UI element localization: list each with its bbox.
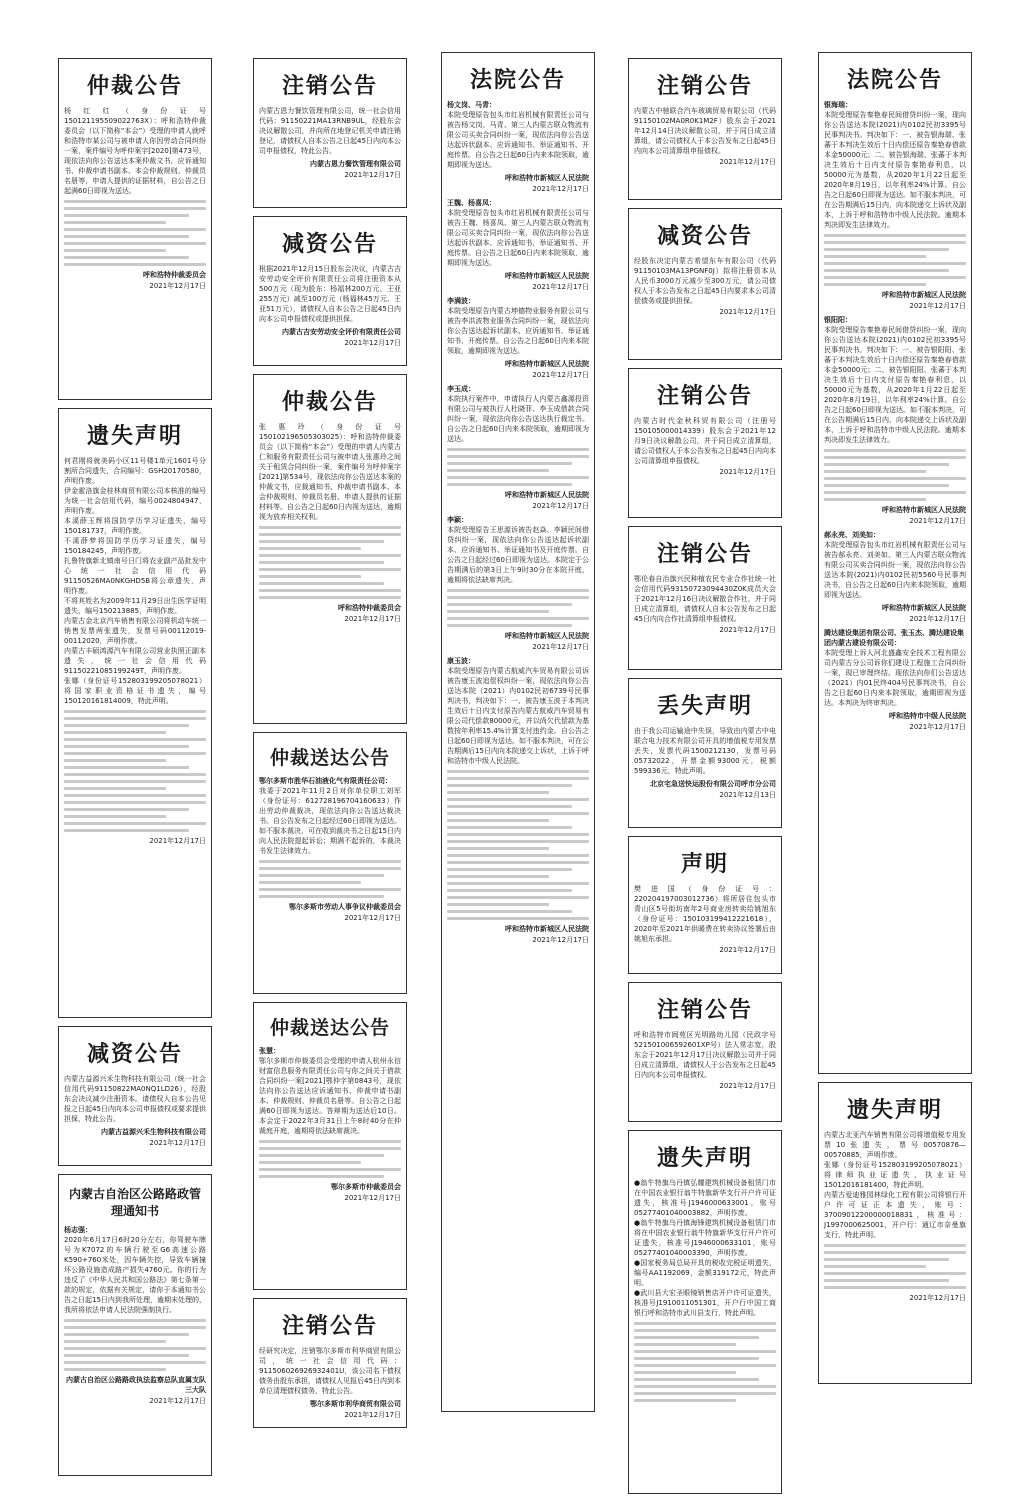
notice-signer: 鄂尔多斯市仲裁委员会: [331, 1183, 401, 1191]
notice-date: 2021年12月17日: [719, 308, 776, 316]
capital-reduction-notice: [253, 216, 407, 366]
capital-reduction-notice: [58, 1026, 212, 1166]
notice-title: 遗失声明: [656, 1146, 753, 1171]
cancellation-notice: [628, 526, 782, 670]
notice-body: 本院受理原告包头市红岩机械有限责任公司与被告王魏、杨喜凤、第三人内蒙古联众物流有限公司买卖合同纠纷一案，现依法向你公告送达起诉状副本、应诉通知书、举证通知书、开庭传票。自公告之日起60日内来本院领取，逾期即视为送达。: [447, 209, 589, 267]
notice-title: 注销公告: [656, 384, 753, 409]
cancellation-notice: [628, 368, 782, 518]
cancellation-notice: [628, 982, 782, 1122]
notice-signer: 呼和浩特市新城区人民法院: [505, 272, 589, 280]
notice-body: 本院受理原告秦艳春民间借贷纠纷一案，现向你公告送达本院(2021)内0102民初3395号民事判决书。判决如下：一、被告银海瑞、张蕃于本判决生效后十日内偿还原告秦艳春借款本金50000元；二、被告银海瑞、张蕃于本判决生效后十日内支付原告秦艳春利息，以50000元为基数，从2020年1月22日起至2020年8月19日，以年利率24%计算。自公告之日起60日即视为送达。如不服本判决，可在公告期满后15日内，向本院递交上诉状及副本，上诉于呼和浩特市中级人民法院。逾期本判决即发生法律效力。: [824, 111, 966, 229]
capital-reduction-notice: [628, 208, 782, 360]
notice-body: 鄂伦春自治旗兴民种植农民专业合作社统一社会信用代码93150723094430Z0K成员大会于2021年12月16日决议解散合作社，并于同日成立清算组，请债权人自本公告发布之日起45日内向合作社清算组申报债权。: [634, 575, 776, 623]
notice-signer: 内蒙古吉安劳动安全评价有限责任公司: [282, 328, 401, 336]
notice-signer: 内蒙古益源兴禾生物科技有限公司: [101, 1128, 206, 1136]
statement-line: 内蒙古金北京汽车销售有限公司将机动车统一销售发票两张遗失，发票号码00112019-00112020，声明作废。: [64, 617, 206, 645]
notice-title: 减资公告: [656, 224, 753, 249]
notice-title: 仲裁送达公告: [269, 1017, 390, 1039]
court-notice: [441, 52, 595, 1412]
notice-date: 2021年12月17日: [149, 1397, 206, 1405]
notice-signer: 北京宅急送快运股份有限公司呼市分公司: [650, 780, 776, 788]
arbitration-notice: [253, 374, 407, 724]
arbitration-notice: [58, 58, 212, 400]
court-notice: [818, 52, 972, 1074]
column-3: [441, 52, 595, 1420]
notice-signer: 呼和浩特仲裁委员会: [143, 271, 206, 279]
notice-title: 遗失声明: [86, 424, 183, 449]
lost-statement: [628, 1130, 782, 1494]
statement-line: 何君刚将就美码小区11号楼1单元1601号分割所合同遗失，合同编号：GSH20170580，声明作废。: [64, 457, 206, 485]
notice-addressee: 李颖：: [447, 516, 468, 524]
column-4: [628, 58, 782, 1502]
notice-signer: 内蒙古自治区公路路政执法监察总队直属支队三大队: [66, 1376, 206, 1394]
notice-signer: 呼和浩特市新城区人民法院: [882, 604, 966, 612]
notice-date: 2021年12月17日: [909, 723, 966, 731]
cancellation-notice: [253, 58, 407, 208]
arbitration-service-notice: [253, 732, 407, 994]
statement: [628, 836, 782, 974]
notice-date: 2021年12月17日: [149, 282, 206, 290]
notice-date: 2021年12月17日: [532, 283, 589, 291]
notice-date: 2021年12月17日: [909, 1294, 966, 1302]
statement-line: ●翁牛特旗乌丹镇弘耀建筑机械设备租赁门市在中国农业银行翁牛特旗新华支行开户许可证遗失，核准号J1946000633001，账号05277401040003882，声明作废。: [634, 1179, 776, 1217]
notice-date: 2021年12月17日: [149, 1139, 206, 1147]
notice-body: 张惠玲（身份证号150102196505303025）：呼和浩特仲裁委员会（以下简称“本会”）受理的申请人内蒙古仁和服务有限责任公司与被申请人张惠玲之间关于租赁合同纠纷一案，案件编号为呼仲案字[2021]第534号，现依法向你公告送达本案的仲裁文书，应裁通知书、仲裁申请书副本、本会仲裁规则、仲裁员名册、申请人提供的证据材料等。自公告之日起60日内视为送达，逾期视为放弃相关权利。: [259, 423, 401, 521]
statement-line: 张娜（身份证号152803199205078021）将律师执业证遗失，执业证号15012016181400，特此声明。: [824, 1161, 966, 1189]
notice-signer: 鄂尔多斯市劳动人事争议仲裁委员会: [289, 903, 401, 911]
notice-body: 本院受理原告内蒙古航威汽车贸易有限公司诉被告康玉波追偿权纠纷一案，现依法向你公告送达本院（2021）内0102民初6739号民事判决书，判决如下：一、被告康玉波于本判决生效后十日内支付原告内蒙古航威汽车贸易有限公司代偿款80000元，并以尚欠代偿款为基数按年利率15.4%计算支付违约金。自公告之日起60日即视为送达。如不服本判决，可在公告期满后15日内向本院递交上诉状，上诉于呼和浩特市中级人民法院。: [447, 667, 589, 765]
notice-signer: 呼和浩特市中级人民法院: [889, 712, 966, 720]
notice-title: 注销公告: [656, 74, 753, 99]
notice-addressee: 郝永亮、刘美如：: [824, 531, 880, 539]
notice-addressee: 鄂尔多斯市胜华石油液化气有限责任公司：: [259, 777, 392, 785]
notice-date: 2021年12月17日: [532, 185, 589, 193]
statement-line: ●武川县大宏圣眼镜销售店开户许可证遗失，核准号J1910011051301，开户行中国工商银行呼和浩特市武川县支行，特此声明。: [634, 1289, 776, 1317]
notice-body: 内蒙古恩力餐饮管理有限公司，统一社会信用代码：91150221MA13RNB9UL，经股东会决议解散公司，并向所在地登记机关申请注销登记，请债权人自本公告之日起45日内向本公司申报债权，特此公告。: [259, 107, 401, 155]
notice-signer: 呼和浩特市新城区人民法院: [882, 291, 966, 299]
notice-date: 2021年12月17日: [532, 502, 589, 510]
notice-date: 2021年12月17日: [532, 371, 589, 379]
notice-date: 2021年12月17日: [344, 339, 401, 347]
notice-date: 2021年12月17日: [344, 1194, 401, 1202]
notice-signer: 呼和浩特市新城区人民法院: [882, 506, 966, 514]
notice-title: 仲裁送达公告: [269, 747, 390, 769]
statement-line: 不将其姓名为2009年11月29日出生医学证明遗失，编号150213885，声明作废。: [64, 597, 206, 615]
notice-title: 仲裁公告: [86, 74, 183, 99]
notice-body: 根据2021年12月15日股东会决议，内蒙古吉安劳动安全评价有限责任公司将注册资本从500万元（现为股东：杨福林200万元、王亚255万元）减至100万元（杨福林45万元、王亚51万元），请债权人自本公告之日起45日内向本公司申报债权或提供担保。: [259, 265, 401, 323]
column-2: [253, 58, 407, 1436]
column-1: [58, 58, 212, 1484]
notice-body: 本院受理上诉人河北盛鑫安全技术工程有限公司内蒙古分公司诉你们建设工程施工合同纠纷一案，现已审理终结。现依法向你们公告送达（2021）内01民终404号民事判决书，自公告之日起60日内来本院领取，逾期即视为送达。本判决为终审判决。: [824, 649, 966, 707]
notice-title: 法院公告: [846, 68, 943, 93]
notice-signer: 呼和浩特仲裁委员会: [338, 604, 401, 612]
notice-body: 2020年6月17日6时20分左右，你驾驶车牌号为K7072的车辆行驶至G6高速公路K590+760米处，因车辆失控，导致车辆撞坏公路设施造成路产损失4760元。你的行为违反了《中华人民共和国公路法》第七条第一款的规定，依据有关规定，请你于本通知书公告之日起15日内到我所处理，逾期未处理的，我所将依法申请人民法院强制执行。: [64, 1236, 206, 1314]
notice-date: 2021年12月17日: [344, 171, 401, 179]
notice-date: 2021年12月17日: [909, 517, 966, 525]
notice-date: 2021年12月17日: [719, 946, 776, 954]
notice-title: 注销公告: [281, 74, 378, 99]
lost-statement: [58, 408, 212, 1018]
notice-signer: 呼和浩特市新城区人民法院: [505, 632, 589, 640]
notice-body: 内蒙古中驰联合汽车玻璃贸易有限公司（代码91150102MA0R0K1M2F）股东会于2021年12月14日决议解散公司，并于同日成立清算组，请公司债权人于本公告发布之日起45日内向本公司清算组申报债权。: [634, 107, 776, 155]
arbitration-service-notice: [253, 1002, 407, 1290]
notice-body: 本院受理原告包头市红岩机械有限责任公司与被告郝永亮、刘美如、第三人内蒙古联众物流有限公司买卖合同纠纷一案，现依法向你公告送达本院(2021)内0102民初5560号民事判决书，自公告之日起60日内来本院领取，逾期即视为送达。: [824, 541, 966, 599]
notice-body: 经研究决定，注销鄂尔多斯市利华商贸有限公司，统一社会信用代码：911506026926932401U，该公司名下债权债务由股东承担，请债权人见报后45日内到本单位清理债权债务，特此公告。: [259, 1347, 401, 1395]
notice-date: 2021年12月17日: [719, 158, 776, 166]
notice-title: 减资公告: [281, 232, 378, 257]
notice-title: 声明: [680, 852, 729, 877]
notice-signer: 内蒙古恩力餐饮管理有限公司: [310, 160, 401, 168]
notice-body: 本院受理原告秦艳春民间借贷纠纷一案，现向你公告送达本院(2021)内0102民初3395号民事判决书。判决如下：一、被告银阳阳、张蕃于本判决生效后十日内偿还原告秦艳春借款本金50000元；二、被告银阳阳、张蕃于本判决生效后十日内支付原告秦艳春利息，以50000元为基数，从2020年1月22日起至2020年8月19日，以年利率24%计算。自公告之日起60日即视为送达。如不服本判决，可在公告期满后15日内，向本院递交上诉状及副本，上诉于呼和浩特市中级人民法院。逾期本判决即发生法律效力。: [824, 326, 966, 444]
notice-title: 法院公告: [469, 68, 566, 93]
cancellation-notice: [628, 58, 782, 200]
notice-signer: 呼和浩特市新城区人民法院: [505, 174, 589, 182]
notice-body: 经股东决定内蒙古希望东车有限公司（代码91150103MA13PGNF0J）拟将注册资本从人民币3000万元减少至300万元，请公司债权人于本公告发布之日起45日内要求本公司清偿债务或提供担保。: [634, 257, 776, 305]
notice-body: 樊进国（身份证号：220204197003012736）将所居住包头市青山区5号街坊南年2号商业房转卖给姚旭东（身份证号：150103199412221618），2020年至2021年供暖费在转卖协议签署后由姚旭东承担。: [634, 885, 776, 943]
road-notice: [58, 1174, 212, 1476]
notice-body: 呼和浩特市阆苑区光明路幼儿园（民政字号521501006592601XP号）法人常志宽，股东会于2021年12月17日决议解散公司并于同日成立清算组，请债权人于公告发布之日起45日内向本公司申报债权。: [634, 1031, 776, 1079]
statement-line: ●翁牛特旗乌丹镇海锋建筑机械设备租赁门市将在中国农业银行翁牛特旗新华支行开户许可证遗失，核准号J1946000633101，账号05277401040003390，声明作废。: [634, 1219, 776, 1257]
notice-addressee: 张慧：: [259, 1047, 280, 1055]
notice-title: 仲裁公告: [281, 390, 378, 415]
notice-title: 减资公告: [86, 1042, 183, 1067]
notice-date: 2021年12月17日: [532, 643, 589, 651]
notice-body: 本院受理原告内蒙古坤德物业服务有限公司与被告李洪波物业服务合同纠纷一案，现依法向你公告送达起诉状副本、应诉通知书、举证通知书、开庭传票。自公告之日起60日内来本院领取，逾期即视为送达。: [447, 307, 589, 355]
loss-statement: [628, 678, 782, 828]
notice-title: 遗失声明: [846, 1098, 943, 1123]
statement-line: 内蒙古丰硕鸿源汽车有限公司营业执照正副本遗失，统一社会信用代码91150221085199249T，声明作废。: [64, 647, 206, 675]
notice-signer: 呼和浩特市新城区人民法院: [505, 491, 589, 499]
notice-body: 本院受理原告包头市红岩机械有限责任公司与被告杨文岗、马青、第三人内蒙古联众物流有限公司买卖合同纠纷一案，现依法向你公告送达起诉状副本、应诉通知书、举证通知书、开庭传票。自公告之日起60日内来本院领取，逾期即视为送达。: [447, 111, 589, 169]
notice-date: 2021年12月17日: [344, 1411, 401, 1419]
notice-date: 2021年12月17日: [909, 302, 966, 310]
notice-body: 由于我公司运输途中失误，导致由内蒙古中电联合电力技术有限公司开具的增值税专用发票丢失，发票代码1500212130，发票号码05732022，开票金额93000元，税额599336元，特此声明。: [634, 727, 776, 775]
notice-body: 本院受理原告王思源诉被告赵焱、李颖民间借贷纠纷一案，现依法向你公告送达起诉状副本、应诉通知书、举证通知书及开庭传票。自公告之日起经过60日即视为送达。本院定于公告期满后的第3日上午9时30分在本院开庭，逾期将依法缺席判决。: [447, 526, 589, 584]
notice-body: 本院执行案件中，申请执行人内蒙古鑫源投资有限公司与被执行人杜晓菲、李玉成借款合同纠纷一案，现依法向你公告送达执行裁定书。自公告之日起60日内来本院领取，逾期即视为送达。: [447, 395, 589, 443]
notice-date: 2021年12月17日: [719, 1082, 776, 1090]
notice-body: 我委于2021年11月2日对你单位职工刘军（身份证号：612728196704160633）作出劳动仲裁裁决，现依法向你公告送达裁决书。自公告发布之日起经过60日即视为送达。如不服本裁决，可在收到裁决书之日起15日内向人民法院提起诉讼；期满不起诉的，本裁决书发生法律效力。: [259, 787, 401, 855]
statement-line: 不溪薛梦将国防学历学习证遗失，编号150184245，声明作废。: [64, 537, 206, 555]
notice-body: 内蒙古时代金秋科贸有限公司（注册号150105000014339）股东会于2021年12月9日决议解散公司，并于同日成立清算组，请公司债权人于本公告发布之日起45日内向本公司清算组申报债权。: [634, 417, 776, 465]
statement-line: 扎鲁特旗新北镇南号日门将农业副产品批发中心统一社会信用代码91150526MA0NKGHD5B将公章遗失，声明作废。: [64, 557, 206, 595]
notice-addressee: 王魏、杨喜凤：: [447, 199, 496, 207]
notice-addressee: 康玉波：: [447, 657, 475, 665]
statement-line: ●国家税务局总局开具的税收完税证明遗失，编号AA1192069，金额319172元，特此声明。: [634, 1259, 776, 1287]
notice-date: 2021年12月17日: [719, 626, 776, 634]
notice-date: 2021年12月17日: [149, 837, 206, 845]
notice-body: 杨红红（身份证号150121195509022763X）：呼和浩特仲裁委员会（以下简称“本会”）受理的申请人就呼和浩特市某公司与被申请人你因劳动合同纠纷一案，案件编号为呼仲案字[2020]第473号，现依法向你公告送达本案仲裁文书，应诉通知书、仲裁申请书副本、本会仲裁规则、仲裁员名册等，申请人提供的证据材料，自公告之日起满60日即视为送达。: [64, 107, 206, 195]
notice-date: 2021年12月17日: [909, 615, 966, 623]
notice-title: 注销公告: [281, 1314, 378, 1339]
notice-date: 2021年12月17日: [532, 936, 589, 944]
notice-addressee: 腾达建设集团有限公司、张玉杰、腾达建设集团内蒙古建设有限公司：: [824, 629, 964, 647]
notice-addressee: 银阳阳：: [824, 316, 852, 324]
notice-title: 注销公告: [656, 542, 753, 567]
notice-addressee: 李满波：: [447, 297, 475, 305]
notice-addressee: 银海瑞：: [824, 101, 852, 109]
notice-addressee: 杨文岗、马青：: [447, 101, 496, 109]
notice-signer: 呼和浩特市新城区人民法院: [505, 360, 589, 368]
notice-date: 2021年12月17日: [344, 914, 401, 922]
statement-line: 内蒙古北亚汽车销售有限公司将增值税专用发票10张遗失，票号00570876—00570885，声明作废。: [824, 1131, 966, 1159]
notice-body: 内蒙古益源兴禾生物科技有限公司（统一社会信用代码91150822MA0NQ1LD26），经股东会决议减少注册资本。请债权人自本公告见报之日起45日内向本公司申报债权或要求提供担保，特此公告。: [64, 1075, 206, 1123]
notice-body: 鄂尔多斯市仲裁委员会受理的申请人杭州永信财富信息服务有限责任公司与你之间关于借款合同纠纷一案[2021]鄂仲字第0843号，现依法向你公告送达应诉通知书、仲裁申请书副本、仲裁规则、仲裁员名册等。自公告之日起满60日即视为送达。答辩期为送达后10日。本会定于2022年3月31日上午8时40分在仲裁庭开庭，逾期将依法缺席裁决。: [259, 1057, 401, 1135]
notice-title: 注销公告: [656, 998, 753, 1023]
notice-date: 2021年12月17日: [719, 468, 776, 476]
statement-line: 本溪薛玉辉将国防学历学习证遗失，编号150181737，声明作废。: [64, 517, 206, 535]
statement-line: 伊金霍洛旗金桂林商贸有限公司本核准的编号为统一社会信用代码，编号0024804947，声明作废。: [64, 487, 206, 515]
notice-addressee: 杨志强：: [64, 1226, 92, 1234]
column-5: [818, 52, 972, 1392]
notice-title: 丢失声明: [656, 694, 753, 719]
notice-addressee: 李玉成：: [447, 385, 475, 393]
notice-date: 2021年12月13日: [719, 791, 776, 799]
lost-statement: [818, 1082, 972, 1384]
notice-title: 内蒙古自治区公路路政管理通知书: [68, 1187, 201, 1218]
notice-date: 2021年12月17日: [344, 615, 401, 623]
statement-line: 张娜（身份证号152803199205078021）将国家职业资格证书遗失，编号150120161814009，特此声明。: [64, 677, 206, 705]
notice-signer: 鄂尔多斯市利华商贸有限公司: [310, 1400, 401, 1408]
statement-line: 内蒙古爱迪雅园林绿化工程有限公司将银行开户许可证正本遗失，账号：37009012200000018831，核准号：J1997000625001，开户行：通辽市奈曼旗支行，特此声明。: [824, 1191, 966, 1239]
cancellation-notice: [253, 1298, 407, 1428]
notice-signer: 呼和浩特市新城区人民法院: [505, 925, 589, 933]
